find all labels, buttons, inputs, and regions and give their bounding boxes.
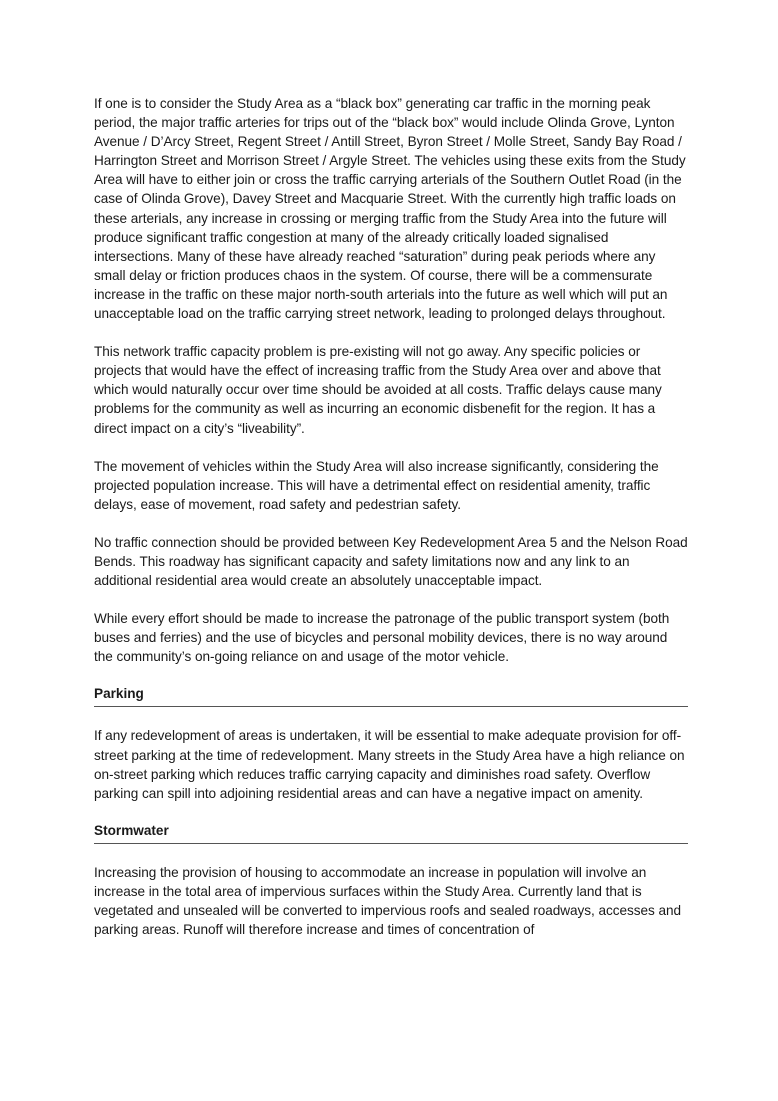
paragraph-parking: If any redevelopment of areas is undertaken, it will be essential to make adequate provision for off-street parking at the time of redevelopment. Many streets in the Study Area have a high reliance on on-street parking which reduces traffic carrying capacity and diminishes road safety. Overflow parking can spill into adjoining residential areas and can have a negative impact on amenity. <box>94 728 685 801</box>
heading-parking: Parking <box>94 685 688 707</box>
heading-stormwater: Stormwater <box>94 822 688 844</box>
paragraph-stormwater: Increasing the provision of housing to accommodate an increase in population will involve an increase in the total area of impervious surfaces within the Study Area. Currently land that is vegetated and unsealed will be converted to impervious roofs and sealed roadways, accesses and parking areas. Runoff will therefore increase and times of concentration of <box>94 864 681 938</box>
paragraph-black-box: If one is to consider the Study Area as a “black box” generating car traffic in the morning peak period, the major traffic arteries for trips out of the “black box” would include Olinda Grove, Lynton Avenue / D’Arcy Street, Regent Street / Antill Street, Byron Street / Molle Street, Sandy Bay Road / Harrington Street and Morrison Street / Argyle Street. The vehicles using these exits from the Study Area will have to either join or cross the traffic carrying arterials of the Southern Outlet Road (in the case of Olinda Grove), Davey Street and Macquarie Street. With the currently high traffic loads on these arterials, any increase in crossing or merging traffic from the Study Area into the future will produce significant traffic congestion at many of the already critically loaded signalised intersections. Many of these have already reached “saturation” during peak periods where any small delay or friction produces chaos in the system. Of course, there will be a commensurate increase in the traffic on these major north-south arterials into the future as well which will put an unacceptable load on the traffic carrying street network, leading to prolonged delays throughout. <box>94 96 686 322</box>
paragraph-nelson-road: No traffic connection should be provided between Key Redevelopment Area 5 and the Nelson Road Bends. This roadway has significant capacity and safety limitations now and any link to an additional residential area would create an absolutely unacceptable impact. <box>94 534 688 589</box>
paragraph-network-capacity: This network traffic capacity problem is pre-existing will not go away. Any specific policies or projects that would have the effect of increasing traffic from the Study Area over and above that which would naturally occur over time should be avoided at all costs. Traffic delays cause many problems for the community as well as incurring an economic disbenefit for the region. It has a direct impact on a city’s “liveability”. <box>94 344 662 436</box>
paragraph-vehicle-movement: The movement of vehicles within the Study Area will also increase significantly, considering the projected population increase. This will have a detrimental effect on residential amenity, traffic delays, ease of movement, road safety and pedestrian safety. <box>94 458 659 512</box>
paragraph-public-transport: While every effort should be made to increase the patronage of the public transport system (both buses and ferries) and the use of bicycles and personal mobility devices, there is no way around the community’s on-going reliance on and usage of the motor vehicle. <box>94 611 670 665</box>
document-page <box>94 94 688 958</box>
